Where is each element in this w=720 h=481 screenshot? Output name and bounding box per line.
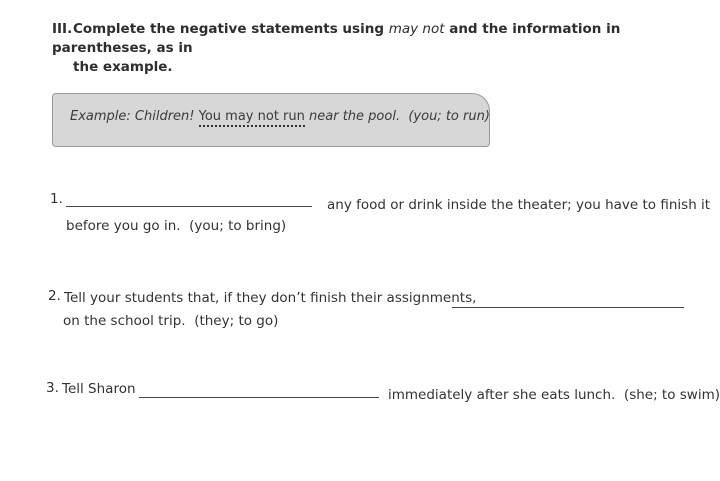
example-prefix: Example: Children! [70,109,199,124]
instruction-text-part1: Complete the negative statements using [73,21,389,37]
item-1-text: any food or drink inside the theater; you have to finish it [327,197,711,213]
instruction-keyword: may not [388,21,445,37]
item-2-line2 [63,313,278,329]
item-3-after-text: immediately after she eats lunch. [388,387,616,403]
item-1-number: 1. [50,191,63,207]
item-3-answer-blank[interactable] [139,397,379,398]
item-3-hint: (she; to swim) [623,387,720,403]
item-1-answer-blank[interactable] [66,206,312,207]
item-1-line2-text: before you go in. [66,218,181,234]
instruction-text-part2: and the information in parentheses, as in [52,21,621,56]
example-hint: (you; to run) [408,109,490,124]
example-answer: You may not run [199,109,305,127]
item-2-line2-text: on the school trip. [63,313,186,329]
instruction-text-line2: the example. [73,59,173,75]
item-2-text: Tell your students that, if they don’t finish their assignments, [64,290,477,306]
item-3-text-before: Tell Sharon [62,381,136,397]
item-3-number: 3. [46,380,59,396]
example-suffix: near the pool. [304,109,401,124]
example-sentence [70,109,490,124]
section-instruction [52,20,702,77]
item-2-number: 2. [48,288,61,304]
item-1-hint: (you; to bring) [189,218,287,234]
section-number: III. [52,21,73,37]
example-box [52,93,490,147]
item-2-answer-blank[interactable] [452,307,684,308]
item-2-hint: (they; to go) [194,313,279,329]
item-1-line2 [66,218,286,234]
item-3-text-after [388,387,720,403]
